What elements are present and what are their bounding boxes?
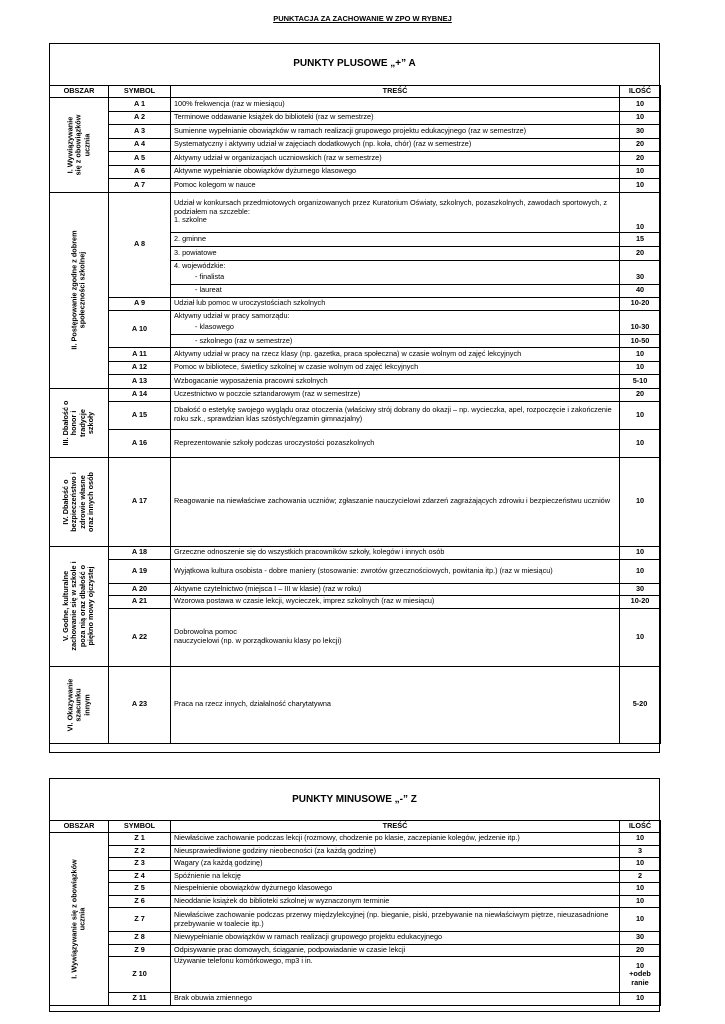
- table-row: [50, 361, 661, 375]
- content-cell: 4. wojewódzkie:: [171, 260, 620, 271]
- table-row: [50, 375, 661, 389]
- table-row: [50, 957, 661, 993]
- table-row: [50, 870, 661, 883]
- content-cell: Niespełnienie obowiązków dyżurnego klasowego: [171, 883, 620, 896]
- quantity-cell: 10: [620, 429, 661, 457]
- content-cell: Uczestnictwo w poczcie sztandarowym (raz w semestrze): [171, 388, 620, 401]
- content-cell: Udział lub pomoc w uroczystościach szkolnych: [171, 297, 620, 311]
- quantity-cell: 10: [620, 883, 661, 896]
- table-row: [50, 179, 661, 193]
- area-cell-VI: [50, 666, 109, 743]
- table-row: [50, 388, 661, 401]
- table-row: [50, 192, 661, 232]
- symbol-cell: A 17: [109, 457, 171, 546]
- symbol-cell: A 9: [109, 297, 171, 311]
- quantity-cell: 10: [620, 993, 661, 1006]
- quantity-cell: [620, 311, 661, 322]
- quantity-cell: 5-20: [620, 666, 661, 743]
- header-quantity: ILOŚĆ: [620, 86, 661, 98]
- area-cell-V: [50, 546, 109, 666]
- quantity-cell: 20: [620, 944, 661, 957]
- content-cell: Praca na rzecz innych, działalność charytatywna: [171, 666, 620, 743]
- quantity-cell: 10-30: [620, 322, 661, 335]
- quantity-cell: 3: [620, 845, 661, 858]
- table-row: [50, 944, 661, 957]
- quantity-cell: 20: [620, 246, 661, 260]
- table-row: [50, 429, 661, 457]
- symbol-cell: A 22: [109, 608, 171, 666]
- quantity-cell: 2: [620, 870, 661, 883]
- table-row: [50, 311, 661, 322]
- content-cell: Udział w konkursach przedmiotowych organizowanych przez Kuratorium Oświaty, szkolnych, pozaszkolnych, zawodach sportowych, z podziałem na szczeble: 1. szkolne: [171, 192, 620, 232]
- symbol-cell: A 23: [109, 666, 171, 743]
- quantity-cell: 30: [620, 271, 661, 284]
- symbol-cell: Z 11: [109, 993, 171, 1006]
- symbol-cell: A 15: [109, 401, 171, 429]
- table-row: [50, 546, 661, 559]
- content-cell: Grzeczne odnoszenie się do wszystkich pracowników szkoły, kolegów i innych osób: [171, 546, 620, 559]
- symbol-cell: A 2: [109, 111, 171, 125]
- content-cell: Pomoc w bibliotece, świetlicy szkolnej w czasie wolnym od zajęć lekcyjnych: [171, 361, 620, 375]
- symbol-cell: A 13: [109, 375, 171, 389]
- content-cell: Reagowanie na niewłaściwe zachowania uczniów; zgłaszanie nauczycielowi zdarzeń zagrażających zdrowiu i bezpieczeństwu uczniów: [171, 457, 620, 546]
- quantity-cell: [620, 260, 661, 271]
- quantity-cell: 10: [620, 98, 661, 112]
- header-symbol: SYMBOL: [109, 821, 171, 833]
- table-row: [50, 883, 661, 896]
- table-header-row: [50, 86, 661, 98]
- content-cell: Nieoddanie książek do biblioteki szkolnej w wyznaczonym terminie: [171, 895, 620, 908]
- header-quantity: ILOŚĆ: [620, 821, 661, 833]
- quantity-cell: 40: [620, 284, 661, 297]
- area-cell-IV: [50, 457, 109, 546]
- quantity-cell: 20: [620, 138, 661, 152]
- quantity-cell: 10: [620, 546, 661, 559]
- symbol-cell: Z 8: [109, 932, 171, 945]
- symbol-cell: Z 3: [109, 858, 171, 871]
- quantity-cell: 5-10: [620, 375, 661, 389]
- content-cell: Aktywne czytelnictwo (miejsca I – III w klasie) (raz w roku): [171, 583, 620, 595]
- table-row: [50, 152, 661, 166]
- symbol-cell: A 19: [109, 559, 171, 583]
- content-cell: - finalista: [171, 271, 620, 284]
- table-row: [50, 348, 661, 362]
- table-row: [50, 457, 661, 546]
- content-cell: Terminowe oddawanie książek do biblioteki (raz w semestrze): [171, 111, 620, 125]
- table-row: [50, 895, 661, 908]
- content-cell: Wzorowa postawa w czasie lekcji, wycieczek, imprez szkolnych (raz w miesiącu): [171, 595, 620, 608]
- document-title: PUNKTACJA ZA ZACHOWANIE W ZPO W RYBNEJ: [273, 14, 452, 23]
- content-cell: Odpisywanie prac domowych, ściąganie, podpowiadanie w czasie lekcji: [171, 944, 620, 957]
- symbol-cell: A 8: [109, 192, 171, 297]
- content-cell: Aktywny udział w pracy samorządu:: [171, 311, 620, 322]
- quantity-cell: 10: [620, 361, 661, 375]
- symbol-cell: A 16: [109, 429, 171, 457]
- table-row: [50, 908, 661, 932]
- quantity-cell: 10: [620, 908, 661, 932]
- content-cell: 2. gminne: [171, 232, 620, 246]
- plus-section-title: PUNKTY PLUSOWE „+” A: [293, 58, 416, 69]
- symbol-cell: Z 7: [109, 908, 171, 932]
- area-cell-I: [50, 98, 109, 193]
- table-row: [50, 608, 661, 666]
- quantity-cell: 10: [620, 833, 661, 846]
- content-cell: - szkolnego (raz w semestrze): [171, 335, 620, 348]
- symbol-cell: A 3: [109, 125, 171, 139]
- table-row: [50, 98, 661, 112]
- quantity-cell: 10: [620, 348, 661, 362]
- area-label: I. Wywiązywanie się z obowiązków ucznia: [65, 114, 92, 176]
- table-row: [50, 993, 661, 1006]
- area-label: VI. Okazywanie szacunku innym: [65, 678, 92, 731]
- table-row: [50, 932, 661, 945]
- quantity-cell: 10-20: [620, 595, 661, 608]
- table-row: [50, 833, 661, 846]
- symbol-cell: Z 9: [109, 944, 171, 957]
- table-row: [50, 138, 661, 152]
- symbol-cell: Z 4: [109, 870, 171, 883]
- table-row: [50, 297, 661, 311]
- symbol-cell: A 7: [109, 179, 171, 193]
- content-cell: Wagary (za każdą godzinę): [171, 858, 620, 871]
- header-content: TREŚĆ: [171, 821, 620, 833]
- area-label: II. Postępowanie zgodne z dobrem społeczności szkolnej: [69, 230, 87, 350]
- quantity-cell: 10-50: [620, 335, 661, 348]
- content-cell: - klasowego: [171, 322, 620, 335]
- content-cell: Aktywny udział w organizacjach uczniowskich (raz w semestrze): [171, 152, 620, 166]
- content-cell: Aktywne wypełnianie obowiązków dyżurnego klasowego: [171, 165, 620, 179]
- content-cell: Niewypełnianie obowiązków w ramach realizacji grupowego projektu edukacyjnego: [171, 932, 620, 945]
- content-cell: Systematyczny i aktywny udział w zajęciach dodatkowych (np. koła, chór) (raz w semestrze): [171, 138, 620, 152]
- content-cell: Dbałość o estetykę swojego wyglądu oraz otoczenia (właściwy strój dobrany do okazji – np. wycieczka, apel, rozpoczęcie i zakończenie roku szk., sprawdzian klas szóstych/egzamin gimnazjalny): [171, 401, 620, 429]
- quantity-cell: 20: [620, 152, 661, 166]
- area-cell-III: [50, 388, 109, 457]
- area-cell-I: [50, 833, 109, 1006]
- quantity-cell: 10: [620, 608, 661, 666]
- table-row: [50, 666, 661, 743]
- content-cell: Sumienne wypełnianie obowiązków w ramach realizacji grupowego projektu edukacyjnego (raz w semestrze): [171, 125, 620, 139]
- quantity-cell: 30: [620, 932, 661, 945]
- area-cell-II: [50, 192, 109, 388]
- quantity-cell: 10: [620, 179, 661, 193]
- content-cell: Spóźnienie na lekcję: [171, 870, 620, 883]
- symbol-cell: A 14: [109, 388, 171, 401]
- plus-points-table: [49, 85, 661, 744]
- symbol-cell: Z 10: [109, 957, 171, 993]
- area-label: III. Dbałość o honor i tradycje szkoły: [61, 399, 96, 446]
- content-cell: 3. powiatowe: [171, 246, 620, 260]
- quantity-cell: 10: [620, 559, 661, 583]
- minus-section-title: PUNKTY MINUSOWE „-” Z: [292, 794, 417, 805]
- header-area: OBSZAR: [50, 86, 109, 98]
- quantity-cell: 30: [620, 583, 661, 595]
- content-cell: - laureat: [171, 284, 620, 297]
- content-cell: Nieusprawiedliwione godziny nieobecności (za każdą godzinę): [171, 845, 620, 858]
- table-row: [50, 583, 661, 595]
- quantity-cell: 10: [620, 192, 661, 232]
- symbol-cell: A 10: [109, 311, 171, 348]
- table-row: [50, 858, 661, 871]
- quantity-cell: 10: [620, 895, 661, 908]
- content-cell: Wyjątkowa kultura osobista - dobre maniery (stosowanie: zwrotów grzecznościowych, powitania itp.) (raz w miesiącu): [171, 559, 620, 583]
- symbol-cell: A 12: [109, 361, 171, 375]
- table-row: [50, 559, 661, 583]
- table-row: [50, 845, 661, 858]
- symbol-cell: A 20: [109, 583, 171, 595]
- quantity-cell: 10: [620, 457, 661, 546]
- symbol-cell: A 1: [109, 98, 171, 112]
- minus-points-table: [49, 820, 661, 1006]
- symbol-cell: A 11: [109, 348, 171, 362]
- content-cell: Wzbogacanie wyposażenia pracowni szkolnych: [171, 375, 620, 389]
- area-label: IV. Dbałość o bezpieczeństwo i zdrowie własne oraz innych osób: [61, 471, 96, 532]
- symbol-cell: Z 2: [109, 845, 171, 858]
- area-label: I. Wywiązywanie się z obowiązków ucznia: [69, 859, 87, 979]
- symbol-cell: A 4: [109, 138, 171, 152]
- symbol-cell: Z 1: [109, 833, 171, 846]
- header-content: TREŚĆ: [171, 86, 620, 98]
- content-cell: Dobrowolna pomoc nauczycielowi (np. w porządkowaniu klasy po lekcji): [171, 608, 620, 666]
- table-row: [50, 401, 661, 429]
- quantity-cell: 10: [620, 858, 661, 871]
- content-cell: Niewłaściwe zachowanie podczas lekcji (rozmowy, chodzenie po klasie, zaczepianie kolegów, jedzenie itp.): [171, 833, 620, 846]
- area-label: V. Godne, kulturalne zachowanie się w szkole i poza nią oraz dbałość o piękno mowy ojczystej: [61, 561, 96, 651]
- table-row: [50, 111, 661, 125]
- content-cell: Używanie telefonu komórkowego, mp3 i in.: [171, 957, 620, 993]
- symbol-cell: A 21: [109, 595, 171, 608]
- table-row: [50, 165, 661, 179]
- symbol-cell: A 6: [109, 165, 171, 179]
- quantity-cell: 10: [620, 401, 661, 429]
- quantity-cell: 10: [620, 111, 661, 125]
- content-cell: 100% frekwencja (raz w miesiącu): [171, 98, 620, 112]
- content-cell: Aktywny udział w pracy na rzecz klasy (np. gazetka, praca społeczna) w czasie wolnym od zajęć lekcyjnych: [171, 348, 620, 362]
- table-row: [50, 595, 661, 608]
- symbol-cell: A 5: [109, 152, 171, 166]
- quantity-cell: 30: [620, 125, 661, 139]
- content-cell: Pomoc kolegom w nauce: [171, 179, 620, 193]
- header-area: OBSZAR: [50, 821, 109, 833]
- symbol-cell: A 18: [109, 546, 171, 559]
- quantity-cell: 15: [620, 232, 661, 246]
- table-row: [50, 125, 661, 139]
- symbol-cell: Z 5: [109, 883, 171, 896]
- symbol-cell: Z 6: [109, 895, 171, 908]
- content-cell: Brak obuwia zmiennego: [171, 993, 620, 1006]
- header-symbol: SYMBOL: [109, 86, 171, 98]
- quantity-cell: 10: [620, 165, 661, 179]
- quantity-cell: 10-20: [620, 297, 661, 311]
- table-header-row: [50, 821, 661, 833]
- quantity-cell: 10 +odeb ranie: [620, 957, 661, 993]
- content-cell: Niewłaściwe zachowanie podczas przerwy międzylekcyjnej (np. bieganie, piski, przebywanie na niewłaściwym piętrze, nieuzasadnione przebywanie w toalecie itp.): [171, 908, 620, 932]
- content-cell: Reprezentowanie szkoły podczas uroczystości pozaszkolnych: [171, 429, 620, 457]
- quantity-cell: 20: [620, 388, 661, 401]
